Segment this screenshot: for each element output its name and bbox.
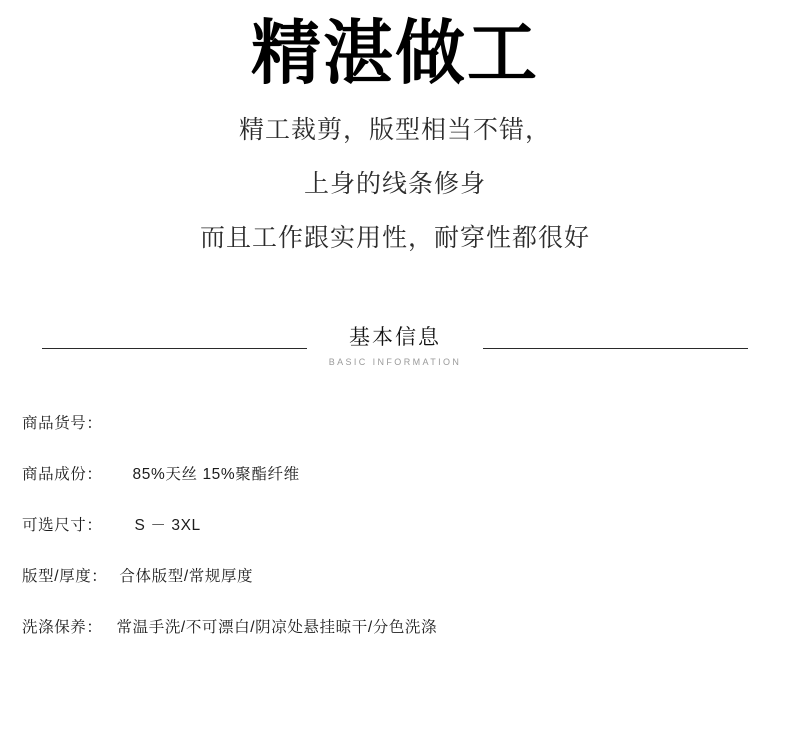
section-title-en: BASIC INFORMATION	[328, 356, 462, 367]
hero-subtitle-block	[0, 118, 790, 251]
divider-line-left	[42, 348, 307, 349]
spec-table	[0, 411, 790, 637]
divider-line-right	[483, 348, 748, 349]
page-title: 精湛做工	[251, 14, 539, 92]
basic-information-heading	[0, 327, 790, 368]
spec-label: 版型/厚度：	[22, 567, 108, 585]
section-title-cn: 基本信息	[349, 326, 441, 350]
table-row	[22, 513, 768, 535]
table-row	[22, 615, 768, 637]
table-row	[22, 564, 768, 586]
section-title-wrap	[307, 325, 484, 366]
table-row	[22, 411, 768, 433]
spec-value: 85%天丝 15%聚酯纤维	[132, 465, 300, 483]
spec-label: 可选尺寸：	[22, 516, 103, 534]
hero-subtitle-line: 精工裁剪，版型相当不错，	[238, 116, 551, 145]
table-row	[22, 462, 768, 484]
spec-label: 商品货号：	[22, 414, 103, 432]
hero-subtitle-line: 而且工作跟实用性，耐穿性都很好	[199, 224, 590, 253]
hero-section	[0, 0, 790, 251]
spec-value: 合体版型/常规厚度	[119, 567, 254, 585]
spec-value: S － 3XL	[134, 516, 201, 534]
spec-label: 商品成份：	[22, 465, 103, 483]
spec-label: 洗涤保养：	[22, 618, 103, 636]
spec-value: 常温手洗/不可漂白/阴凉处悬挂晾干/分色洗涤	[116, 618, 438, 636]
hero-subtitle-line: 上身的线条修身	[303, 170, 486, 199]
